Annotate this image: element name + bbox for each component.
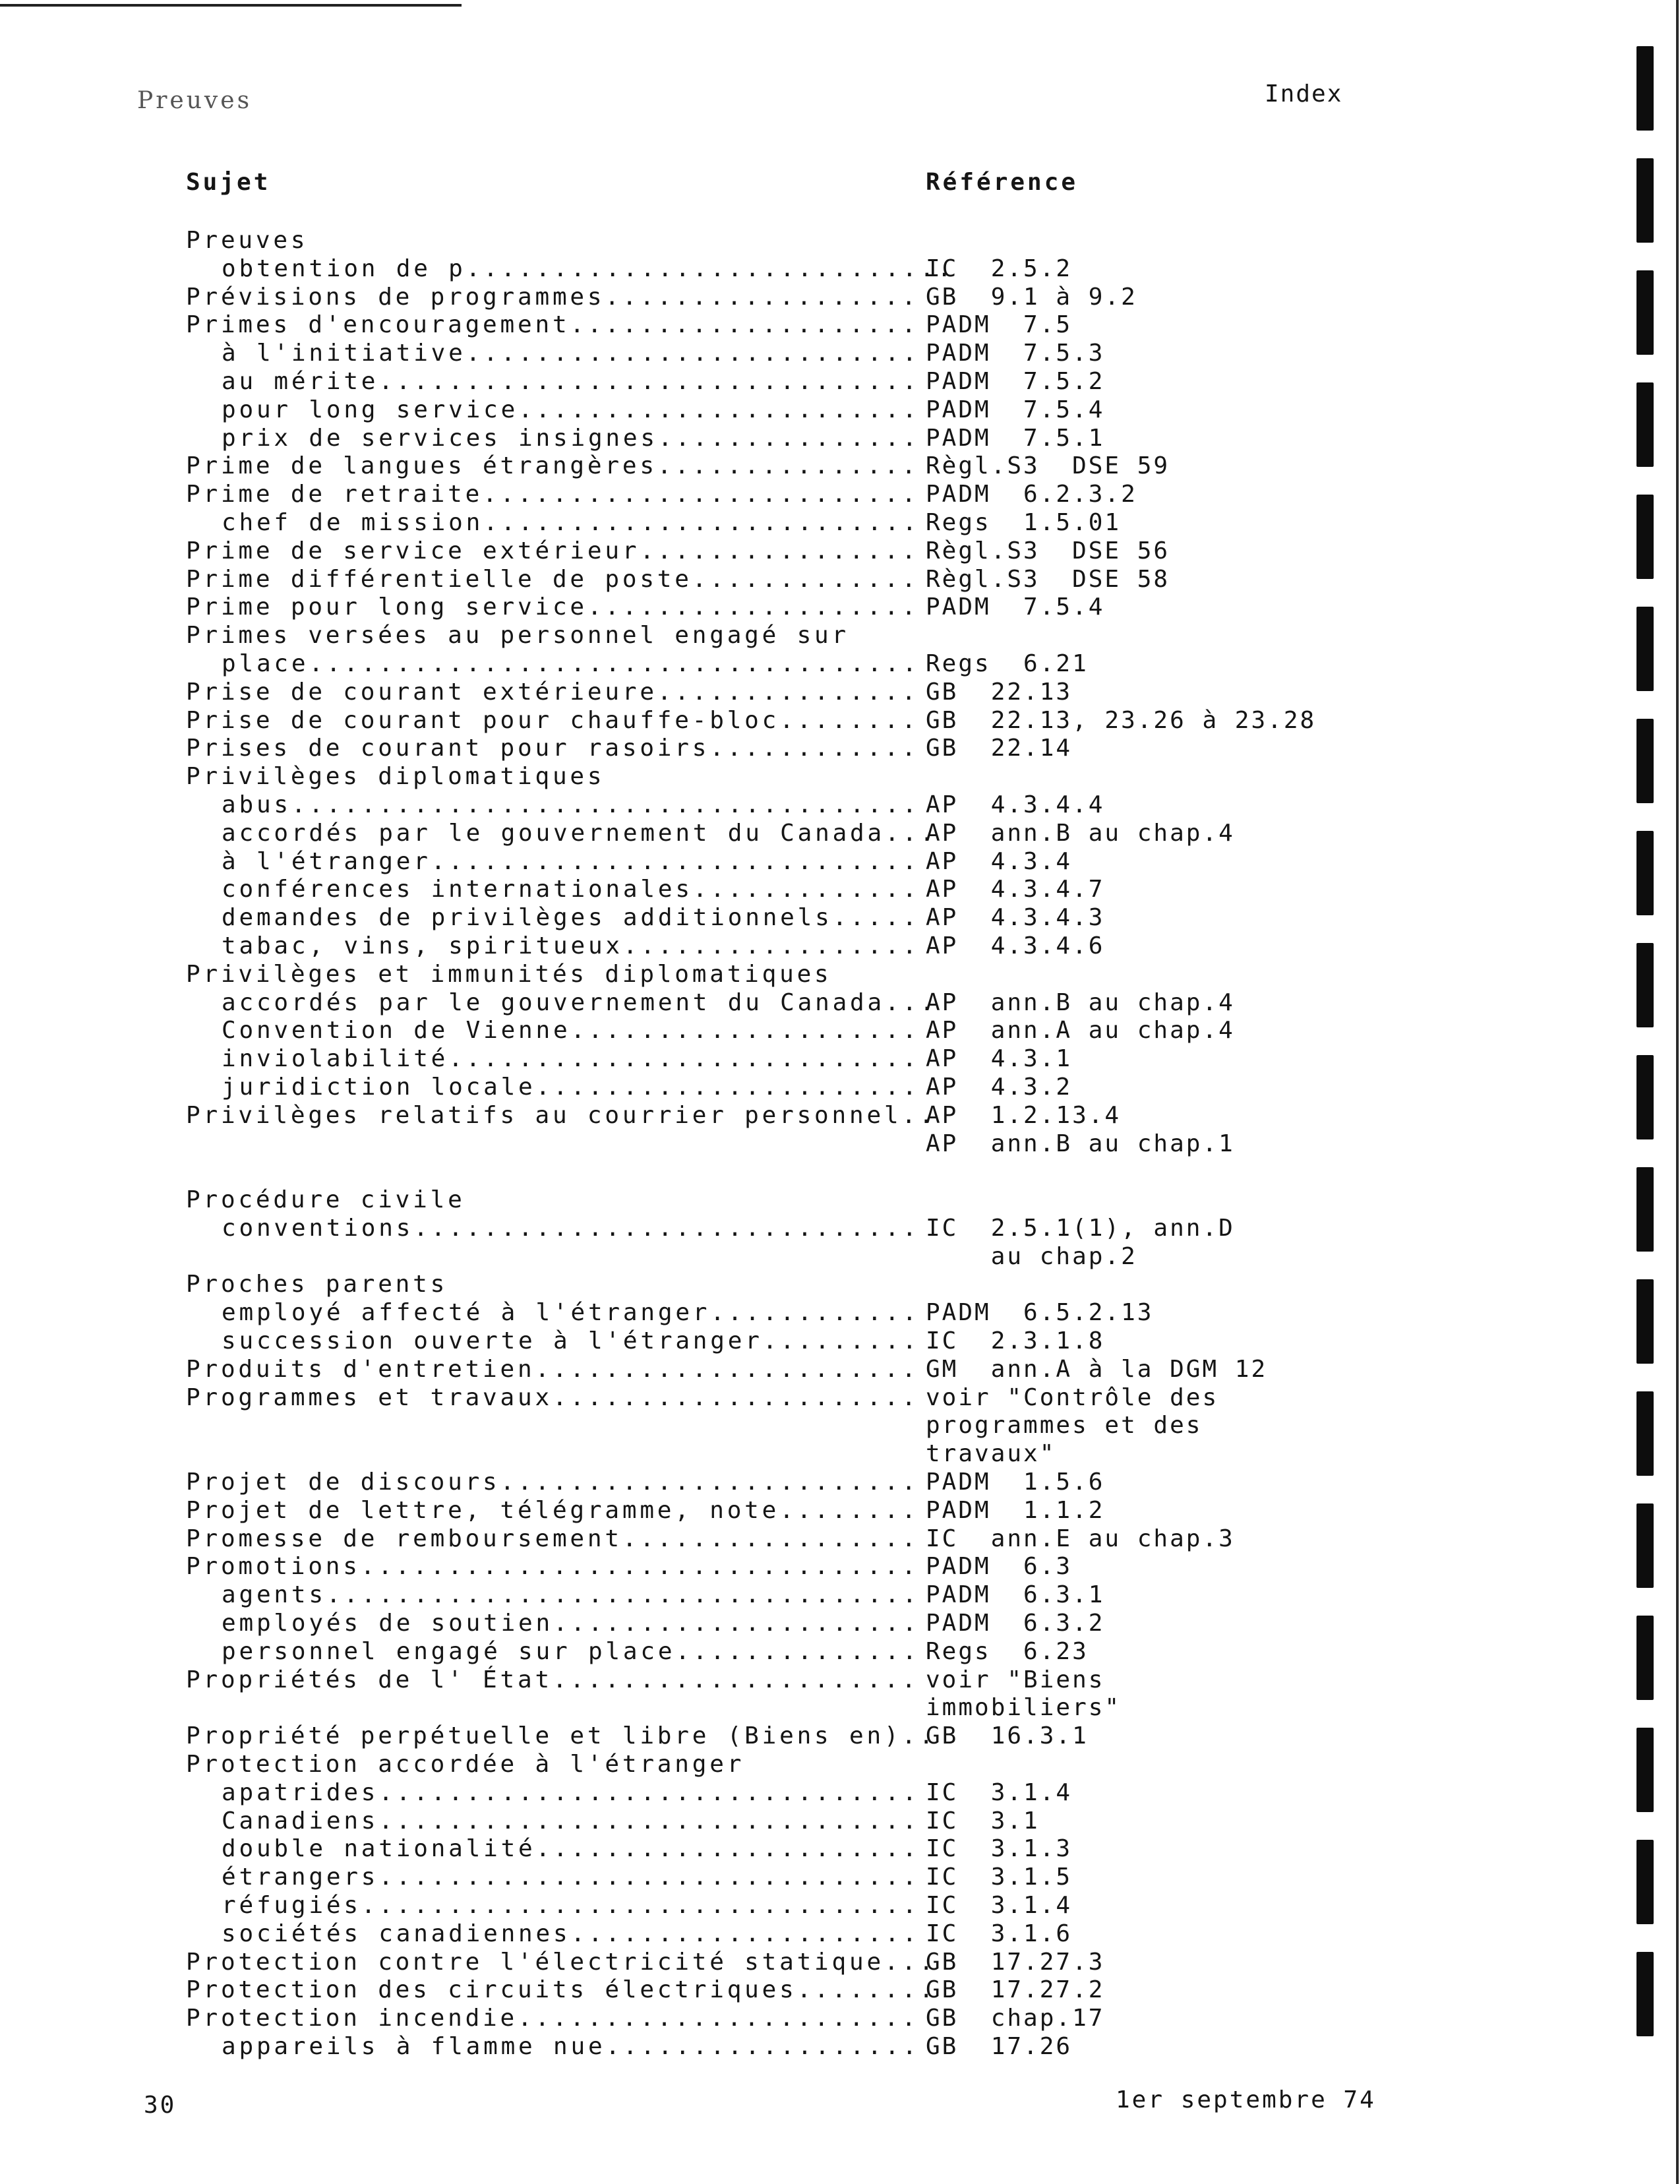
index-entry-reference: Regs 6.21: [926, 650, 1089, 677]
binding-mark: [1636, 719, 1654, 803]
index-entry-row: [186, 1835, 1373, 1864]
index-entry-row: [186, 904, 1373, 932]
index-entry-reference: AP 4.3.4.3: [926, 904, 1105, 932]
index-entry-subject: Primes versées au personnel engagé sur: [186, 622, 850, 650]
index-entry-reference: AP 4.3.4.4: [926, 791, 1105, 818]
scan-edge-line: [1676, 0, 1679, 2184]
index-entry-row: [186, 1525, 1373, 1554]
index-subentry-subject: au mérite...............................: [222, 367, 920, 395]
index-entry-row: [186, 1356, 1373, 1384]
index-entry-row: [186, 1807, 1373, 1836]
index-entry-row: [186, 340, 1373, 368]
index-subentry-subject: prix de services insignes...............: [222, 424, 920, 452]
index-entry-row: [186, 481, 1373, 509]
index-entry-reference: AP ann.B au chap.1: [926, 1130, 1235, 1157]
index-entry-reference: IC 3.1.5: [926, 1864, 1073, 1891]
index-entry-row: [186, 1751, 1373, 1779]
index-entry-reference: GB 22.14: [926, 735, 1073, 762]
index-subentry-subject: accordés par le gouvernement du Canada...: [222, 819, 938, 847]
index-entry-reference: voir "Contrôle des: [926, 1383, 1219, 1411]
index-entry-reference: Regs 6.23: [926, 1637, 1089, 1665]
index-entry-subject: Prime de langues étrangères...............: [186, 452, 919, 480]
index-entry-subject: Preuves: [186, 227, 309, 254]
index-entry-row: [186, 1440, 1373, 1469]
index-entry-subject: Proches parents: [186, 1271, 448, 1298]
page-date: 1er septembre 74: [1116, 2086, 1376, 2113]
binding-mark: [1636, 1616, 1654, 1700]
index-subentry-subject: obtention de p............................: [222, 255, 955, 282]
index-entry-row: [186, 1045, 1373, 1074]
index-entry-reference: GB 16.3.1: [926, 1722, 1089, 1750]
index-entry-reference: au chap.2: [926, 1242, 1137, 1270]
index-entry-subject: Promesse de remboursement.................: [186, 1525, 919, 1552]
index-subentry-subject: employé affecté à l'étranger............: [222, 1299, 920, 1327]
index-entry-subject: Protection contre l'électricité statique...: [186, 1948, 937, 1976]
index-entry-row: [186, 1694, 1373, 1722]
index-entry-row: [186, 1158, 1373, 1186]
index-subentry-subject: accordés par le gouvernement du Canada...: [222, 988, 938, 1016]
index-subentry-subject: à l'initiative..........................: [222, 340, 920, 367]
index-subentry-subject: chef de mission.........................: [222, 508, 920, 536]
index-entry-subject: Prévisions de programmes..................: [186, 283, 919, 311]
index-entry-row: [186, 1638, 1373, 1666]
index-entry-row: [186, 989, 1373, 1017]
binding-mark: [1636, 1840, 1654, 1924]
index-entry-row: [186, 1186, 1373, 1215]
index-subentry-subject: Convention de Vienne....................: [222, 1017, 920, 1045]
index-entry-subject: Primes d'encouragement....................: [186, 311, 919, 339]
index-entry-row: [186, 1976, 1373, 2005]
binding-mark: [1636, 1279, 1654, 1364]
index-subentry-subject: place...................................: [222, 650, 920, 677]
index-entry-reference: GM ann.A à la DGM 12: [926, 1355, 1268, 1383]
index-entry-subject: Prise de courant pour chauffe-bloc........: [186, 706, 919, 734]
index-entries: [186, 227, 1373, 2061]
index-entry-row: [186, 2033, 1373, 2061]
index-entry-reference: AP ann.B au chap.4: [926, 988, 1235, 1016]
index-subentry-subject: abus....................................: [222, 791, 920, 818]
index-entry-row: [186, 311, 1373, 340]
column-header-reference: Référence: [926, 169, 1079, 196]
index-entry-row: [186, 1102, 1373, 1130]
index-entry-row: [186, 1130, 1373, 1159]
index-entry-reference: PADM 6.5.2.13: [926, 1299, 1154, 1327]
index-entry-reference: PADM 6.2.3.2: [926, 481, 1137, 508]
binding-mark: [1636, 1391, 1654, 1476]
index-entry-reference: PADM 6.3: [926, 1553, 1073, 1581]
index-entry-subject: Propriété perpétuelle et libre (Biens en)..: [186, 1722, 937, 1750]
index-entry-reference: AP 4.3.2: [926, 1073, 1073, 1101]
index-entry-reference: AP ann.A au chap.4: [926, 1017, 1235, 1045]
index-entry-row: [186, 1610, 1373, 1638]
index-entry-row: [186, 1384, 1373, 1412]
index-entry-reference: PADM 7.5.3: [926, 340, 1105, 367]
index-subentry-subject: demandes de privilèges additionnels.....: [222, 904, 920, 932]
binding-mark: [1636, 1728, 1654, 1812]
binding-mark: [1636, 943, 1654, 1027]
index-entry-row: [186, 1920, 1373, 1949]
index-entry-row: [186, 650, 1373, 679]
index-entry-row: [186, 1581, 1373, 1610]
index-entry-row: [186, 932, 1373, 961]
index-entry-reference: AP 4.3.4.7: [926, 876, 1105, 903]
index-entry-row: [186, 452, 1373, 481]
index-subentry-subject: agents..................................: [222, 1581, 920, 1609]
index-entry-row: [186, 622, 1373, 650]
index-entry-row: [186, 284, 1373, 312]
index-entry-reference: IC 2.3.1.8: [926, 1327, 1105, 1355]
index-entry-row: [186, 679, 1373, 707]
index-entry-row: [186, 791, 1373, 820]
index-entry-row: [186, 1074, 1373, 1102]
running-head-right: Index: [1265, 80, 1343, 107]
index-entry-reference: PADM 6.3.2: [926, 1610, 1105, 1637]
index-entry-subject: Prime de service extérieur................: [186, 537, 919, 564]
index-entry-row: [186, 1271, 1373, 1299]
index-entry-reference: IC 2.5.1(1), ann.D: [926, 1214, 1235, 1242]
index-entry-reference: AP 1.2.13.4: [926, 1101, 1122, 1129]
index-entry-row: [186, 1469, 1373, 1497]
index-entry-row: [186, 396, 1373, 425]
index-entry-row: [186, 820, 1373, 848]
index-entry-row: [186, 1017, 1373, 1045]
running-head-left: Preuves: [137, 87, 253, 114]
index-subentry-subject: employés de soutien.....................: [222, 1610, 920, 1637]
index-subentry-subject: tabac, vins, spiritueux.................: [222, 932, 920, 959]
index-entry-subject: Prime pour long service...................: [186, 593, 919, 621]
index-entry-reference: Regs 1.5.01: [926, 508, 1122, 536]
index-subentry-subject: conventions.............................: [222, 1214, 920, 1242]
index-entry-row: [186, 2005, 1373, 2033]
index-subentry-subject: juridiction locale......................: [222, 1073, 920, 1101]
top-rule: [0, 4, 462, 7]
index-entry-subject: Protection accordée à l'étranger: [186, 1751, 745, 1778]
index-entry-reference: GB 17.27.3: [926, 1948, 1105, 1976]
index-entry-reference: GB 9.1 à 9.2: [926, 283, 1137, 311]
index-entry-reference: Règl.S3 DSE 59: [926, 452, 1170, 480]
index-entry-row: [186, 1553, 1373, 1581]
index-entry-subject: Promotions................................: [186, 1553, 919, 1581]
index-entry-reference: GB 22.13, 23.26 à 23.28: [926, 706, 1317, 734]
index-subentry-subject: pour long service.......................: [222, 396, 920, 423]
index-entry-reference: IC 3.1.4: [926, 1778, 1073, 1806]
index-entry-subject: Prime différentielle de poste.............: [186, 565, 919, 593]
index-entry-row: [186, 876, 1373, 904]
index-subentry-subject: appareils à flamme nue..................: [222, 2033, 920, 2060]
index-entry-reference: IC ann.E au chap.3: [926, 1525, 1235, 1552]
index-entry-reference: PADM 7.5: [926, 311, 1073, 339]
index-entry-subject: Privilèges et immunités diplomatiques: [186, 960, 832, 988]
index-entry-subject: Projet de lettre, télégramme, note........: [186, 1496, 919, 1524]
index-entry-reference: GB 17.27.2: [926, 1976, 1105, 2004]
index-entry-subject: Prise de courant extérieure...............: [186, 678, 919, 706]
index-subentry-subject: étrangers...............................: [222, 1864, 920, 1891]
binding-mark: [1636, 831, 1654, 915]
index-entry-reference: PADM 1.1.2: [926, 1496, 1105, 1524]
index-entry-row: [186, 1779, 1373, 1807]
binding-mark: [1636, 1503, 1654, 1588]
index-entry-row: [186, 707, 1373, 735]
index-entry-reference: IC 3.1.3: [926, 1835, 1073, 1863]
index-entry-row: [186, 763, 1373, 791]
page-number: 30: [144, 2092, 177, 2119]
index-entry-reference: AP 4.3.4: [926, 847, 1073, 875]
index-entry-reference: voir "Biens: [926, 1666, 1105, 1693]
index-subentry-subject: personnel engagé sur place..............: [222, 1637, 920, 1665]
index-entry-row: [186, 1412, 1373, 1440]
index-entry-subject: Prime de retraite.........................: [186, 481, 919, 508]
index-entry-row: [186, 1892, 1373, 1920]
index-entry-row: [186, 961, 1373, 989]
index-entry-reference: Règl.S3 DSE 56: [926, 537, 1170, 564]
index-entry-reference: PADM 7.5.2: [926, 367, 1105, 395]
binding-mark: [1636, 270, 1654, 355]
index-entry-subject: Produits d'entretien......................: [186, 1355, 919, 1383]
binding-mark: [1636, 158, 1654, 243]
index-entry-reference: travaux": [926, 1440, 1056, 1468]
index-entry-reference: AP ann.B au chap.4: [926, 819, 1235, 847]
index-entry-row: [186, 848, 1373, 876]
index-entry-row: [186, 1666, 1373, 1695]
binding-mark: [1636, 607, 1654, 691]
index-entry-row: [186, 425, 1373, 453]
index-entry-row: [186, 1949, 1373, 1977]
index-subentry-subject: inviolabilité...........................: [222, 1045, 920, 1073]
index-entry-subject: Programmes et travaux.....................: [186, 1383, 919, 1411]
index-entry-reference: Règl.S3 DSE 58: [926, 565, 1170, 593]
index-entry-row: [186, 1215, 1373, 1243]
column-header-subject: Sujet: [186, 169, 271, 196]
index-subentry-subject: conférences internationales.............: [222, 876, 920, 903]
index-entry-row: [186, 537, 1373, 566]
binding-marks: [1636, 46, 1654, 2156]
index-entry-reference: GB 17.26: [926, 2033, 1073, 2060]
binding-mark: [1636, 495, 1654, 579]
binding-mark: [1636, 1055, 1654, 1139]
index-entry-row: [186, 1327, 1373, 1356]
index-entry-subject: Projet de discours........................: [186, 1469, 919, 1496]
index-entry-reference: programmes et des: [926, 1412, 1203, 1440]
index-entry-row: [186, 1722, 1373, 1751]
index-subentry-subject: double nationalité......................: [222, 1835, 920, 1863]
index-entry-reference: PADM 7.5.4: [926, 396, 1105, 423]
binding-mark: [1636, 1952, 1654, 2036]
index-entry-subject: Procédure civile: [186, 1186, 465, 1214]
index-entry-subject: Privilèges relatifs au courrier personnel..: [186, 1101, 937, 1129]
index-entry-reference: PADM 7.5.1: [926, 424, 1105, 452]
index-entry-reference: AP 4.3.1: [926, 1045, 1073, 1073]
index-entry-row: [186, 255, 1373, 284]
index-entry-reference: PADM 6.3.1: [926, 1581, 1105, 1609]
index-entry-subject: Prises de courant pour rasoirs............: [186, 735, 919, 762]
index-entry-row: [186, 735, 1373, 763]
binding-mark: [1636, 46, 1654, 131]
index-entry-row: [186, 227, 1373, 255]
index-subentry-subject: réfugiés................................: [222, 1892, 920, 1920]
index-entry-row: [186, 1864, 1373, 1892]
index-entry-row: [186, 1497, 1373, 1525]
index-entry-reference: AP 4.3.4.6: [926, 932, 1105, 959]
index-subentry-subject: apatrides...............................: [222, 1778, 920, 1806]
index-entry-reference: IC 3.1.6: [926, 1920, 1073, 1947]
index-subentry-subject: à l'étranger............................: [222, 847, 920, 875]
index-entry-reference: PADM 1.5.6: [926, 1469, 1105, 1496]
index-entry-subject: Propriétés de l' État.....................: [186, 1666, 919, 1693]
index-subentry-subject: Canadiens...............................: [222, 1807, 920, 1835]
index-entry-subject: Protection incendie.......................: [186, 2005, 919, 2032]
index-entry-reference: GB chap.17: [926, 2005, 1105, 2032]
binding-mark: [1636, 382, 1654, 467]
index-entry-row: [186, 368, 1373, 396]
index-entry-reference: immobiliers": [926, 1694, 1122, 1722]
index-entry-row: [186, 1299, 1373, 1327]
index-entry-row: [186, 593, 1373, 622]
index-entry-row: [186, 566, 1373, 594]
index-entry-reference: IC 3.1: [926, 1807, 1040, 1835]
index-entry-row: [186, 509, 1373, 537]
binding-mark: [1636, 1167, 1654, 1252]
index-entry-row: [186, 1243, 1373, 1271]
index-entry-reference: PADM 7.5.4: [926, 593, 1105, 621]
index-subentry-subject: sociétés canadiennes....................: [222, 1920, 920, 1947]
index-subentry-subject: succession ouverte à l'étranger.........: [222, 1327, 920, 1355]
index-entry-subject: Privilèges diplomatiques: [186, 763, 605, 791]
index-entry-subject: Protection des circuits électriques........: [186, 1976, 937, 2004]
index-entry-reference: IC 2.5.2: [926, 255, 1073, 282]
index-entry-reference: GB 22.13: [926, 678, 1073, 706]
index-entry-reference: IC 3.1.4: [926, 1892, 1073, 1920]
